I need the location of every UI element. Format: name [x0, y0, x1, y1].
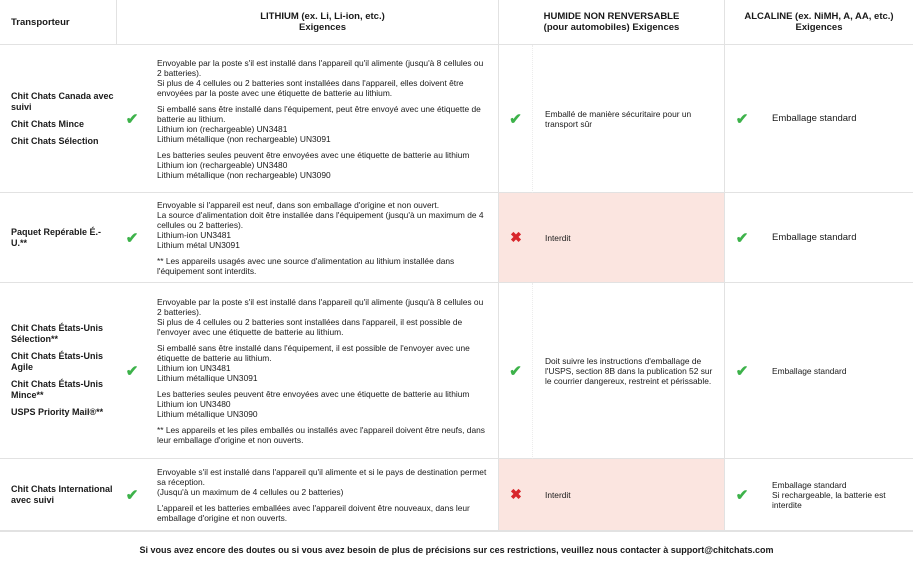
contact-footer [0, 531, 913, 567]
row2-wet [533, 193, 725, 283]
requirement-text: Lithium ion UN3481 [157, 362, 231, 373]
header-wet-title: HUMIDE NON RENVERSABLE [543, 11, 680, 22]
check-icon: ✔ [499, 283, 533, 459]
carrier-name: Chit Chats États-Unis Sélection** [11, 323, 104, 344]
header-lithium-title: LITHIUM (ex. Li, Li-ion, etc.) [260, 11, 385, 22]
requirement-text: Lithium métallique UN3090 [157, 408, 258, 419]
row3-alkaline [759, 283, 913, 459]
footer-text: Si vous avez encore des doutes ou si vous avez besoin de plus de précisions sur ces restrictions, veuillez nous contacter à support@chitchats.com [139, 544, 774, 555]
check-icon: ✔ [117, 45, 147, 193]
requirement-text: Doit suivre les instructions d'emballage de l'USPS, section 8B dans la publication 52 sur le courrier dangereux, restreint et périssable. [545, 355, 713, 386]
requirement-text: Envoyable par la poste s'il est installé dans l'appareil qu'il alimente (jusqu'à 8 cellules ou 2 batteries). [157, 296, 484, 317]
header-carrier [0, 0, 117, 45]
requirement-text: Si emballé sans être installé dans l'équipement, il est possible de l'envoyer avec une étiquette de batterie au lithium. [157, 342, 470, 363]
requirement-text: Emballé de manière sécuritaire pour un transport sûr [545, 108, 692, 129]
check-icon: ✔ [725, 45, 759, 193]
carrier-name: Chit Chats Sélection [11, 135, 99, 146]
requirement-text: Si rechargeable, la batterie est interdite [772, 489, 886, 510]
requirement-text: Emballage standard [772, 479, 847, 490]
row2-lithium [147, 193, 499, 283]
row2-carriers [0, 193, 117, 283]
requirement-text: (Jusqu'à un maximum de 4 cellules ou 2 batteries) [157, 486, 344, 497]
check-icon: ✔ [725, 283, 759, 459]
header-lithium-sub: Exigences [299, 22, 346, 33]
requirement-text: ** Les appareils et les piles emballés ou installés avec l'appareil doivent être neufs, dans leur emballage d'origine et non ouverts. [157, 424, 485, 445]
requirement-text: Envoyable si l'appareil est neuf, dans son emballage d'origine et non ouvert. [157, 199, 440, 210]
carrier-name: Chit Chats Canada avec suivi [11, 90, 114, 112]
header-carrier-label: Transporteur [11, 16, 70, 28]
requirement-text: ** Les appareils usagés avec une source d'alimentation au lithium installée dans l'équipement sont interdits. [157, 255, 455, 276]
header-alkaline-title: ALCALINE (ex. NiMH, A, AA, etc.) [744, 11, 894, 22]
check-icon: ✔ [117, 193, 147, 283]
check-icon: ✔ [499, 45, 533, 193]
requirement-text: Emballage standard [772, 365, 847, 376]
requirement-text: Interdit [545, 232, 571, 243]
requirement-text: Les batteries seules peuvent être envoyées avec une étiquette de batterie au lithium [157, 149, 470, 160]
forbidden-icon: ✖ [499, 459, 533, 531]
carrier-name: Chit Chats Mince [11, 118, 85, 129]
check-icon: ✔ [725, 459, 759, 531]
requirement-text: Si plus de 4 cellules ou 2 batteries sont installées dans l'appareil, elles doivent être envoyées par la poste avec une étiquette de batterie au lithium. [157, 77, 464, 98]
header-alkaline-sub: Exigences [795, 22, 843, 33]
carrier-name: Chit Chats International avec suivi [11, 483, 113, 505]
requirement-text: Si plus de 4 cellules ou 2 batteries sont installées dans l'appareil, il est possible de l'envoyer avec une étiquette de batterie au lithium. [157, 316, 463, 337]
header-spacer [117, 0, 147, 45]
carrier-name: Chit Chats États-Unis Agile [11, 351, 104, 372]
header-wet [499, 0, 725, 45]
row4-alkaline [759, 459, 913, 531]
check-icon: ✔ [117, 283, 147, 459]
row3-carriers [0, 283, 117, 459]
requirement-text: Les batteries seules peuvent être envoyées avec une étiquette de batterie au lithium [157, 388, 470, 399]
row1-carriers [0, 45, 117, 193]
requirement-text: Envoyable s'il est installé dans l'appareil qu'il alimente et si le pays de destination permet sa réception. [157, 466, 487, 487]
requirement-text: Interdit [545, 489, 571, 500]
row4-carriers [0, 459, 117, 531]
header-lithium [147, 0, 499, 45]
requirement-text: La source d'alimentation doit être installée dans l'équipement (jusqu'à un maximum de 4 cellules ou 2 batteries). [157, 209, 484, 230]
carrier-name: USPS Priority Mail®** [11, 407, 104, 417]
requirement-text: Lithium ion (rechargeable) UN3481 [157, 123, 288, 134]
row1-lithium [147, 45, 499, 193]
header-wet-sub: (pour automobiles) Exigences [543, 22, 680, 33]
requirement-text: Lithium-ion UN3481 [157, 229, 232, 240]
carrier-name: Chit Chats États-Unis Mince** [11, 379, 104, 400]
requirement-text: Lithium ion (rechargeable) UN3480 [157, 159, 288, 170]
row1-alkaline [759, 45, 913, 193]
carrier-name: Paquet Repérable É.-U.** [11, 226, 102, 248]
requirement-text: Lithium métallique UN3091 [157, 372, 258, 383]
requirement-text: Si emballé sans être installé dans l'équipement, peut être envoyé avec une étiquette de batterie au lithium. [157, 103, 481, 124]
requirement-text: Envoyable par la poste s'il est installé dans l'appareil qu'il alimente (jusqu'à 8 cellules ou 2 batteries). [157, 57, 484, 78]
requirement-text: L'appareil et les batteries emballées avec l'appareil doivent être nouveaux, dans leur emballage d'origine et non ouverts. [157, 502, 470, 523]
row3-lithium [147, 283, 499, 459]
check-icon: ✔ [725, 193, 759, 283]
row4-lithium [147, 459, 499, 531]
check-icon: ✔ [117, 459, 147, 531]
forbidden-icon: ✖ [499, 193, 533, 283]
row3-wet [533, 283, 725, 459]
requirement-text: Emballage standard [772, 232, 857, 243]
requirement-text: Emballage standard [772, 113, 857, 124]
row4-wet [533, 459, 725, 531]
row1-wet [533, 45, 725, 193]
row2-alkaline [759, 193, 913, 283]
requirement-text: Lithium métal UN3091 [157, 239, 240, 250]
requirement-text: Lithium métallique (non rechargeable) UN3091 [157, 133, 331, 144]
requirement-text: Lithium ion UN3480 [157, 398, 231, 409]
header-alkaline [725, 0, 913, 45]
requirement-text: Lithium métallique (non rechargeable) UN3090 [157, 169, 331, 180]
